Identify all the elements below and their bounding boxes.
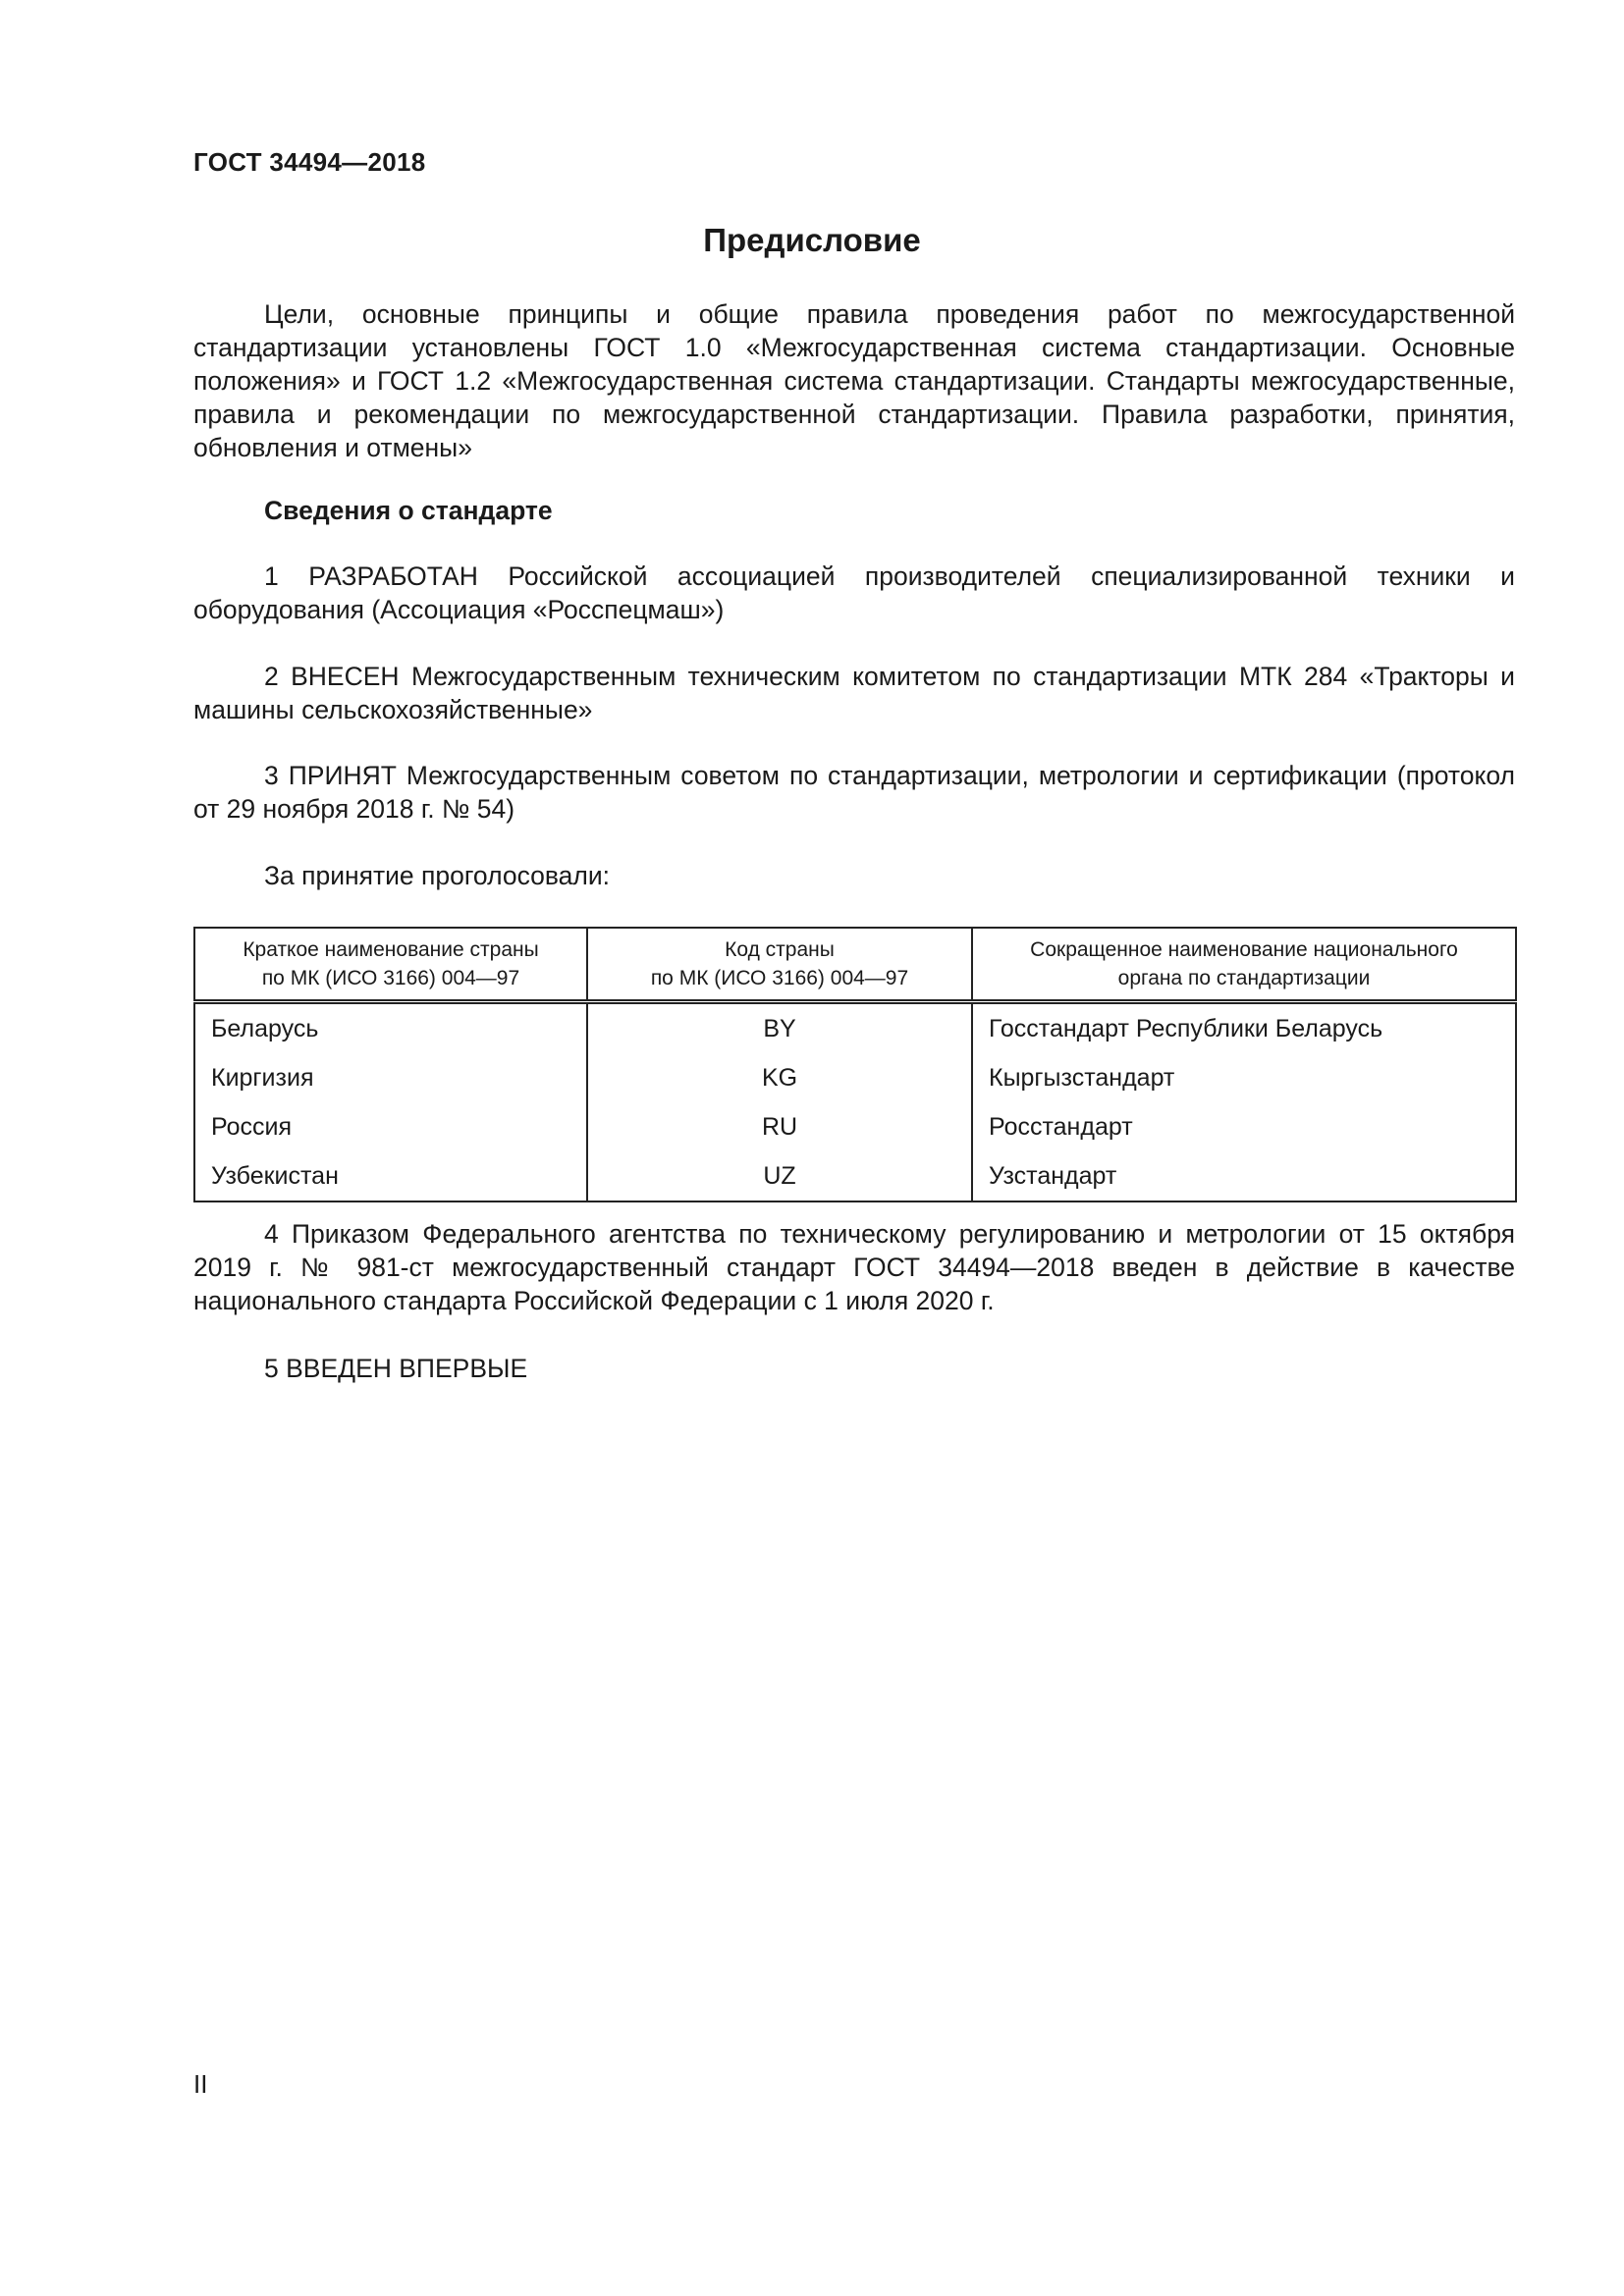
standards-body: Кыргызстандарт [972,1053,1516,1102]
page-title: Предисловие [703,222,921,258]
item-5-introduced: 5 ВВЕДЕН ВПЕРВЫЕ [264,1354,528,1383]
country-code: KG [587,1053,972,1102]
standards-body: Росстандарт [972,1102,1516,1151]
table-header-row [194,928,1516,1002]
table-row [194,1102,1516,1151]
document-designation: ГОСТ 34494—2018 [193,147,426,177]
header-country-code-line1: Код страны [725,938,835,961]
item-4-order: 4 Приказом Федерального агентства по техническому регулированию и метрологии от 15 октября 2019 г. № 981-ст межгосударственный стандарт ГОСТ 34494—2018 введен в действие в качестве национального стандарта Российской Федерации с 1 июля 2020 г. [193,1219,1515,1315]
header-country-code-line2: по МК (ИСО 3166) 004—97 [650,967,909,989]
header-standards-body-line1: Сокращенное наименование национального [1030,938,1458,961]
intro-paragraph: Цели, основные принципы и общие правила проведения работ по межгосударственной стандартизации установлены ГОСТ 1.0 «Межгосударственная система стандартизации. Основные положения» и ГОСТ 1.2 «Межгосударственная система стандартизации. Стандарты межгосударственные, правила и рекомендации по межгосударственной стандартизации. Правила разработки, принятия, обновления и отмены» [193,299,1515,462]
voting-countries-table [193,927,1517,1202]
info-heading: Сведения о стандарте [264,496,553,525]
country-code: BY [587,1002,972,1054]
header-country-name-line2: по МК (ИСО 3166) 004—97 [261,967,520,989]
item-2-submitted: 2 ВНЕСЕН Межгосударственным техническим комитетом по стандартизации МТК 284 «Тракторы и машины сельскохозяйственные» [193,662,1515,724]
header-country-name-line1: Краткое наименование страны [243,938,539,961]
voted-label: За принятие проголосовали: [264,861,611,890]
page-number: II [193,2069,208,2099]
country-name: Беларусь [194,1002,587,1054]
country-code: UZ [587,1151,972,1201]
country-name: Киргизия [194,1053,587,1102]
header-standards-body-line2: органа по стандартизации [1117,967,1371,989]
country-name: Узбекистан [194,1151,587,1201]
header-standards-body [972,928,1516,1002]
header-country-code [587,928,972,1002]
table-row [194,1053,1516,1102]
table-row [194,1151,1516,1201]
standards-body: Госстандарт Республики Беларусь [972,1002,1516,1054]
standards-body: Узстандарт [972,1151,1516,1201]
table-row [194,1002,1516,1054]
country-code: RU [587,1102,972,1151]
item-3-adopted: 3 ПРИНЯТ Межгосударственным советом по стандартизации, метрологии и сертификации (протокол от 29 ноября 2018 г. № 54) [193,761,1515,824]
header-country-name [194,928,587,1002]
item-1-developed: 1 РАЗРАБОТАН Российской ассоциацией производителей специализированной техники и оборудования (Ассоциация «Росспецмаш») [193,561,1515,624]
country-name: Россия [194,1102,587,1151]
